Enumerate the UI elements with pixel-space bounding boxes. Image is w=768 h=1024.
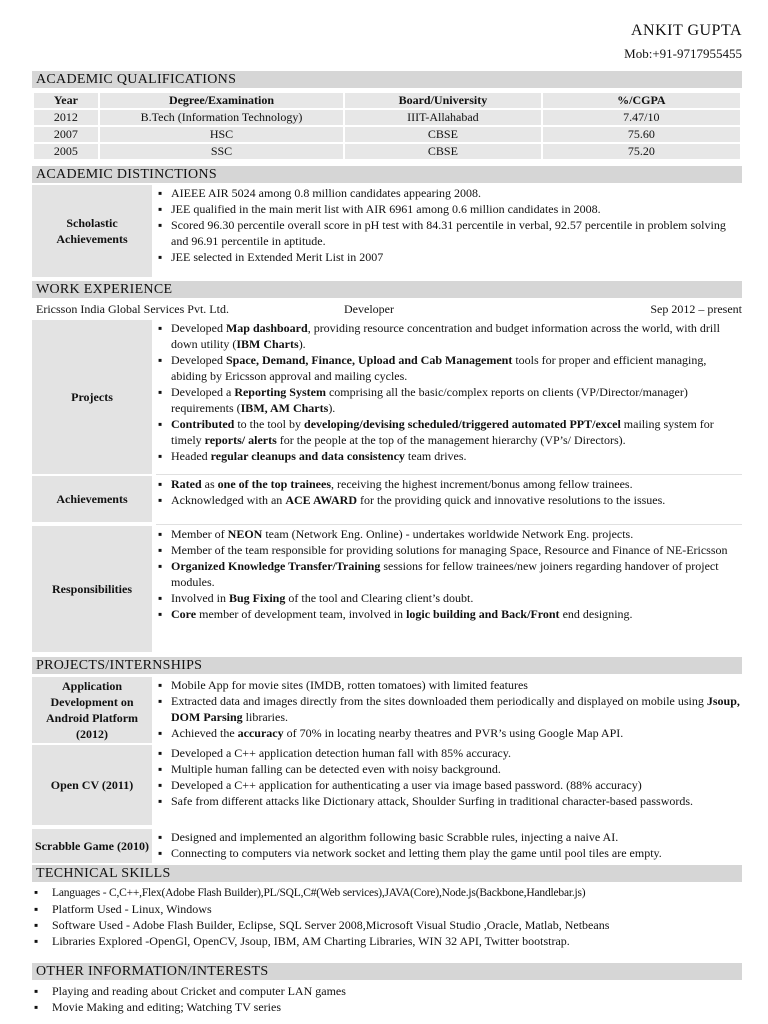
- section-academic-distinctions: ACADEMIC DISTINCTIONS: [32, 166, 742, 183]
- list-item: ▪ Scored 96.30 percentile overall score in pH test with 84.31 percentile in verbal, 92.57 percentile in problem solving and 96.91 percentile in aptitude.: [156, 217, 742, 249]
- list-item: ▪ JEE selected in Extended Merit List in 2007: [156, 249, 742, 265]
- label-scrabble-project: Scrabble Game (2010): [32, 829, 152, 863]
- company-name: Ericsson India Global Services Pvt. Ltd.: [36, 302, 229, 316]
- distinctions-list: [156, 185, 742, 265]
- label-android-project: Application Development on Android Platform (2012): [32, 677, 152, 743]
- project-scrabble-block: [32, 829, 742, 863]
- table-cell: CBSE: [344, 143, 542, 160]
- table-row: [33, 143, 741, 160]
- candidate-name: ANKIT GUPTA: [630, 22, 742, 39]
- list-item: ▪ Playing and reading about Cricket and computer LAN games: [32, 983, 742, 999]
- list-item: ▪ Member of the team responsible for providing solutions for managing Space, Resource and Finance of NE-Ericsson: [156, 542, 742, 558]
- section-work-experience: WORK EXPERIENCE: [32, 281, 742, 298]
- project-android-block: [32, 677, 742, 743]
- list-item: ▪ Languages - C,C++,Flex(Adobe Flash Builder),PL/SQL,C#(Web services),JAVA(Core),Node.js(Backbone,Handlebar.js): [32, 885, 742, 901]
- list-item: ▪ Multiple human falling can be detected even with noisy background.: [156, 761, 742, 777]
- list-item: ▪ Achieved the accuracy of 70% in locating nearby theatres and PVR’s using Google Map API.: [156, 725, 742, 741]
- work-achievements-block: [32, 476, 742, 524]
- opencv-project-list: [156, 745, 742, 809]
- list-item: ▪ Platform Used - Linux, Windows: [32, 901, 742, 917]
- list-item: ▪ Acknowledged with an ACE AWARD for the providing quick and innovative resolutions to the issues.: [156, 492, 742, 508]
- list-item: ▪ Headed regular cleanups and data consistency team drives.: [156, 448, 742, 464]
- list-item: ▪ Designed and implemented an algorithm following basic Scrabble rules, injecting a naive AI.: [156, 829, 742, 845]
- other-interests-list: [32, 983, 742, 1015]
- label-scholastic-achievements: Scholastic Achievements: [32, 185, 152, 277]
- list-item: ▪ Rated as one of the top trainees, receiving the highest increment/bonus among fellow trainees.: [156, 476, 742, 492]
- work-projects-block: [32, 320, 742, 474]
- job-role: Developer: [344, 302, 394, 316]
- list-item: ▪ Developed Space, Demand, Finance, Upload and Cab Management tools for proper and efficient managing, abiding by Ericsson approval and mailing cycles.: [156, 352, 742, 384]
- work-responsibilities-block: [32, 526, 742, 654]
- table-cell: 7.47/10: [542, 109, 741, 126]
- list-item: ▪ AIEEE AIR 5024 among 0.8 million candidates appearing 2008.: [156, 185, 742, 201]
- list-item: ▪ Movie Making and editing; Watching TV series: [32, 999, 742, 1015]
- label-responsibilities: Responsibilities: [32, 526, 152, 652]
- list-item: ▪ Member of NEON team (Network Eng. Online) - undertakes worldwide Network Eng. projects.: [156, 526, 742, 542]
- table-row: [33, 126, 741, 143]
- mobile-number: Mob:+91-9717955455: [624, 46, 742, 61]
- table-cell: 2007: [33, 126, 99, 143]
- list-item: ▪ Developed a Reporting System comprising all the basic/complex reports on clients (VP/Director/manager) requirements (IBM, AM Charts).: [156, 384, 742, 416]
- list-item: ▪ Contributed to the tool by developing/devising scheduled/triggered automated PPT/excel mailing system for timely reports/ alerts for the people at the top of the management hierarchy (VP’s/ Directors).: [156, 416, 742, 448]
- list-item: ▪ Extracted data and images directly from the sites downloaded them periodically and displayed on mobile using Jsoup, DOM Parsing libraries.: [156, 693, 742, 725]
- label-projects: Projects: [32, 320, 152, 474]
- section-projects-internships: PROJECTS/INTERNSHIPS: [32, 657, 742, 674]
- table-cell: HSC: [99, 126, 344, 143]
- list-item: ▪ Developed Map dashboard, providing resource concentration and budget information across the world, with drill down utility (IBM Charts).: [156, 320, 742, 352]
- academic-table-header: [33, 92, 741, 109]
- col-header: Degree/Examination: [99, 92, 344, 109]
- section-academic-qualifications: ACADEMIC QUALIFICATIONS: [32, 71, 742, 88]
- work-projects-list: [156, 320, 742, 464]
- list-item: ▪ Connecting to computers via network socket and letting them play the game until pool tiles are empty.: [156, 845, 742, 861]
- table-cell: 2005: [33, 143, 99, 160]
- section-other-information: OTHER INFORMATION/INTERESTS: [32, 963, 742, 980]
- distinctions-block: [32, 185, 742, 277]
- table-cell: SSC: [99, 143, 344, 160]
- work-achievements-list: [156, 476, 742, 508]
- resume-header: [624, 22, 742, 62]
- list-item: ▪ Organized Knowledge Transfer/Training sessions for fellow trainees/new joiners regarding handover of project modules.: [156, 558, 742, 590]
- job-line: [32, 301, 742, 317]
- list-item: ▪ Developed a C++ application for authenticating a user via image based password. (88% accuracy): [156, 777, 742, 793]
- label-achievements: Achievements: [32, 476, 152, 522]
- list-item: ▪ Core member of development team, involved in logic building and Back/Front end designing.: [156, 606, 742, 622]
- list-item: ▪ Libraries Explored -OpenGl, OpenCV, Jsoup, IBM, AM Charting Libraries, WIN 32 API, Twitter bootstrap.: [32, 933, 742, 949]
- section-technical-skills: TECHNICAL SKILLS: [32, 865, 742, 882]
- table-cell: IIIT-Allahabad: [344, 109, 542, 126]
- academic-table: [32, 91, 742, 161]
- android-project-list: [156, 677, 742, 741]
- table-cell: B.Tech (Information Technology): [99, 109, 344, 126]
- table-cell: 75.20: [542, 143, 741, 160]
- work-responsibilities-list: [156, 526, 742, 622]
- col-header: %/CGPA: [542, 92, 741, 109]
- label-opencv-project: Open CV (2011): [32, 745, 152, 825]
- col-header: Board/University: [344, 92, 542, 109]
- divider: [156, 474, 742, 475]
- col-header: Year: [33, 92, 99, 109]
- list-item: ▪ Safe from different attacks like Dictionary attack, Shoulder Surfing in traditional character-based passwords.: [156, 793, 742, 809]
- table-cell: 2012: [33, 109, 99, 126]
- scrabble-project-list: [156, 829, 742, 861]
- divider: [156, 524, 742, 525]
- list-item: ▪ JEE qualified in the main merit list with AIR 6961 among 0.6 million candidates in 2008.: [156, 201, 742, 217]
- list-item: ▪ Involved in Bug Fixing of the tool and Clearing client’s doubt.: [156, 590, 742, 606]
- list-item: ▪ Developed a C++ application detection human fall with 85% accuracy.: [156, 745, 742, 761]
- technical-skills-list: [32, 885, 742, 949]
- table-cell: CBSE: [344, 126, 542, 143]
- list-item: ▪ Software Used - Adobe Flash Builder, Eclipse, SQL Server 2008,Microsoft Visual Studio ,Oracle, Matlab, Netbeans: [32, 917, 742, 933]
- list-item: ▪ Mobile App for movie sites (IMDB, rotten tomatoes) with limited features: [156, 677, 742, 693]
- project-opencv-block: [32, 745, 742, 825]
- job-period: Sep 2012 – present: [650, 302, 742, 316]
- table-cell: 75.60: [542, 126, 741, 143]
- table-row: [33, 109, 741, 126]
